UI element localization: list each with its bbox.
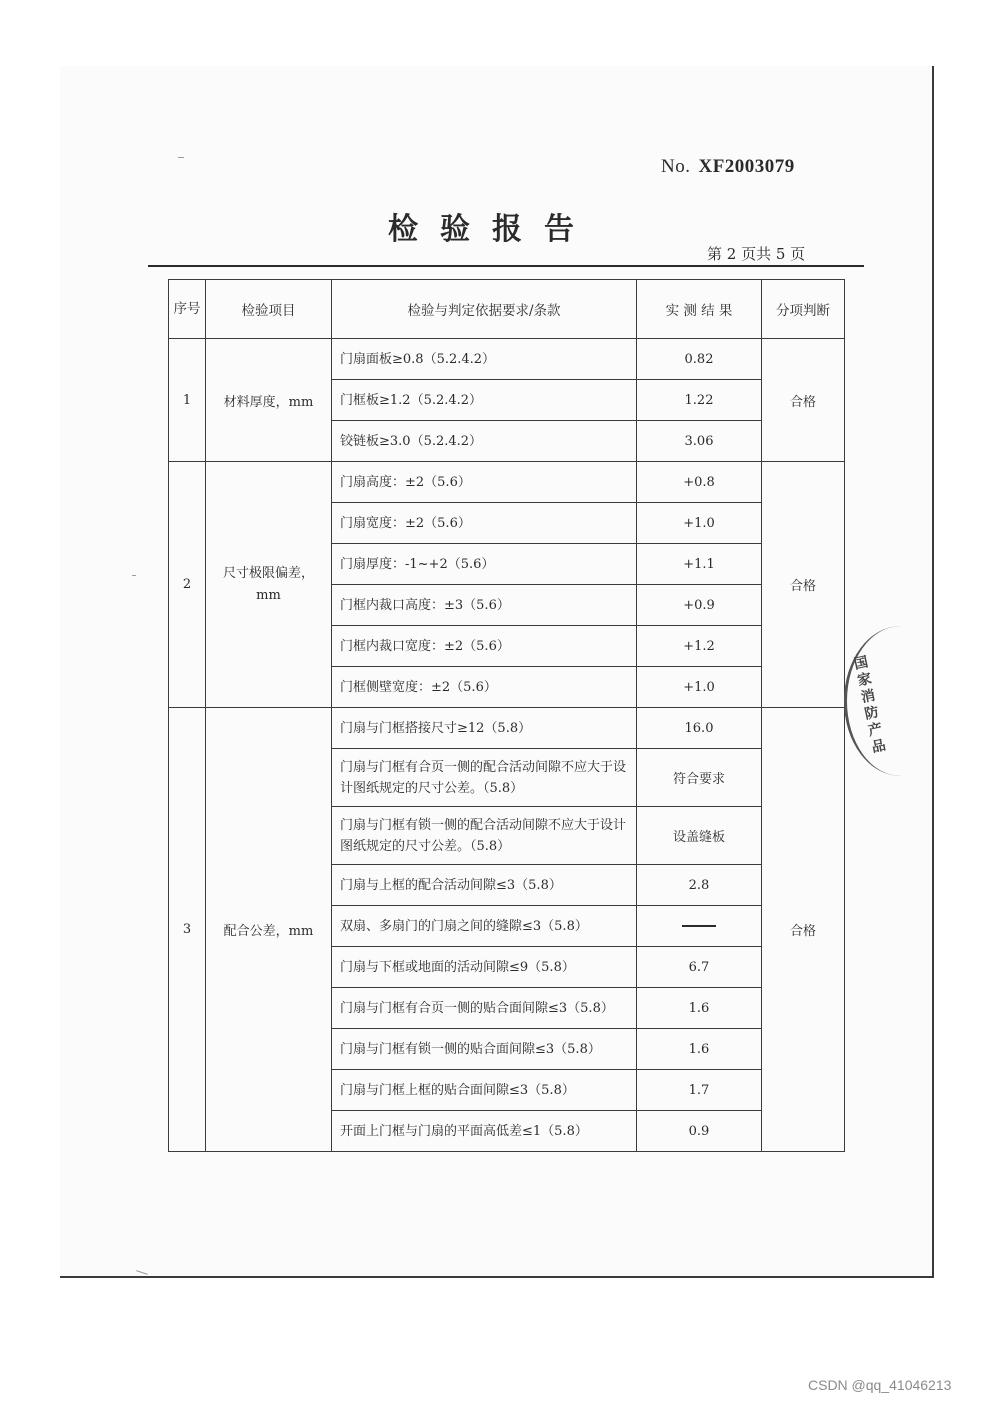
official-stamp: [844, 626, 957, 776]
result-cell: 2.8: [637, 865, 762, 906]
table-row: [169, 708, 845, 749]
requirement-cell: 门框侧壁宽度：±2（5.6）: [332, 667, 637, 708]
requirement-cell: 门扇与门框上框的贴合面间隙≤3（5.8）: [332, 1070, 637, 1111]
header-requirement: 检验与判定依据要求/条款: [332, 280, 637, 339]
requirement-cell: 门框内裁口高度：±3（5.6）: [332, 585, 637, 626]
header-result: 实 测 结 果: [637, 280, 762, 339]
requirement-cell: 门扇与门框搭接尺寸≥12（5.8）: [332, 708, 637, 749]
result-cell: 1.6: [637, 1029, 762, 1070]
result-cell: +1.2: [637, 626, 762, 667]
result-cell: 3.06: [637, 421, 762, 462]
requirement-cell: 双扇、多扇门的门扇之间的缝隙≤3（5.8）: [332, 906, 637, 947]
page-title: 检验报告: [388, 212, 596, 247]
scan-speck: [178, 157, 184, 158]
result-cell: 0.9: [637, 1111, 762, 1152]
header-rule: [148, 265, 864, 267]
result-cell: 符合要求: [637, 749, 762, 807]
result-cell: +1.1: [637, 544, 762, 585]
result-cell: 16.0: [637, 708, 762, 749]
requirement-cell: 门扇与下框或地面的活动间隙≤9（5.8）: [332, 947, 637, 988]
report-number-label: No.: [661, 156, 691, 177]
header-seq: 序号: [169, 280, 206, 339]
result-cell: +0.8: [637, 462, 762, 503]
result-cell: 1.7: [637, 1070, 762, 1111]
requirement-cell: 门扇与门框有锁一侧的配合活动间隙不应大于设计图纸规定的尺寸公差。（5.8）: [332, 807, 637, 865]
stamp-text: 国家消防产品: [852, 654, 888, 756]
requirement-cell: 门扇与门框有合页一侧的贴合面间隙≤3（5.8）: [332, 988, 637, 1029]
result-cell: +1.0: [637, 503, 762, 544]
report-number-value: XF2003079: [698, 156, 795, 177]
report-number: [661, 156, 795, 178]
seq-cell: 1: [169, 339, 206, 462]
requirement-cell: 门扇与上框的配合活动间隙≤3（5.8）: [332, 865, 637, 906]
requirement-cell: 门扇与门框有合页一侧的配合活动间隙不应大于设计图纸规定的尺寸公差。（5.8）: [332, 749, 637, 807]
item-cell: 尺寸极限偏差，mm: [206, 462, 332, 708]
result-cell: +1.0: [637, 667, 762, 708]
requirement-cell: 门扇面板≥0.8（5.2.4.2）: [332, 339, 637, 380]
requirement-cell: 铰链板≥3.0（5.2.4.2）: [332, 421, 637, 462]
requirement-cell: 门扇宽度：±2（5.6）: [332, 503, 637, 544]
requirement-cell: 门扇厚度：-1~+2（5.6）: [332, 544, 637, 585]
table-header-row: [169, 280, 845, 339]
result-cell: +0.9: [637, 585, 762, 626]
result-cell: 设盖缝板: [637, 807, 762, 865]
scan-speck: [132, 575, 136, 576]
requirement-cell: 门扇高度：±2（5.6）: [332, 462, 637, 503]
not-applicable-dash: [682, 925, 716, 927]
seq-cell: 3: [169, 708, 206, 1152]
requirement-cell: 门框板≥1.2（5.2.4.2）: [332, 380, 637, 421]
verdict-cell: 合格: [762, 462, 845, 708]
result-cell: 1.22: [637, 380, 762, 421]
watermark: CSDN @qq_41046213: [808, 1377, 952, 1393]
result-cell: [637, 906, 762, 947]
page-info: 第 2 页共 5 页: [707, 245, 806, 263]
header-verdict: 分项判断: [762, 280, 845, 339]
requirement-cell: 门扇与门框有锁一侧的贴合面间隙≤3（5.8）: [332, 1029, 637, 1070]
verdict-cell: 合格: [762, 708, 845, 1152]
verdict-cell: 合格: [762, 339, 845, 462]
inspection-table: [168, 279, 845, 1152]
table-row: [169, 462, 845, 503]
item-cell: 配合公差，mm: [206, 708, 332, 1152]
item-cell: 材料厚度，mm: [206, 339, 332, 462]
table-row: [169, 339, 845, 380]
seq-cell: 2: [169, 462, 206, 708]
header-item: 检验项目: [206, 280, 332, 339]
result-cell: 1.6: [637, 988, 762, 1029]
result-cell: 0.82: [637, 339, 762, 380]
requirement-cell: 开面上门框与门扇的平面高低差≤1（5.8）: [332, 1111, 637, 1152]
result-cell: 6.7: [637, 947, 762, 988]
requirement-cell: 门框内裁口宽度：±2（5.6）: [332, 626, 637, 667]
